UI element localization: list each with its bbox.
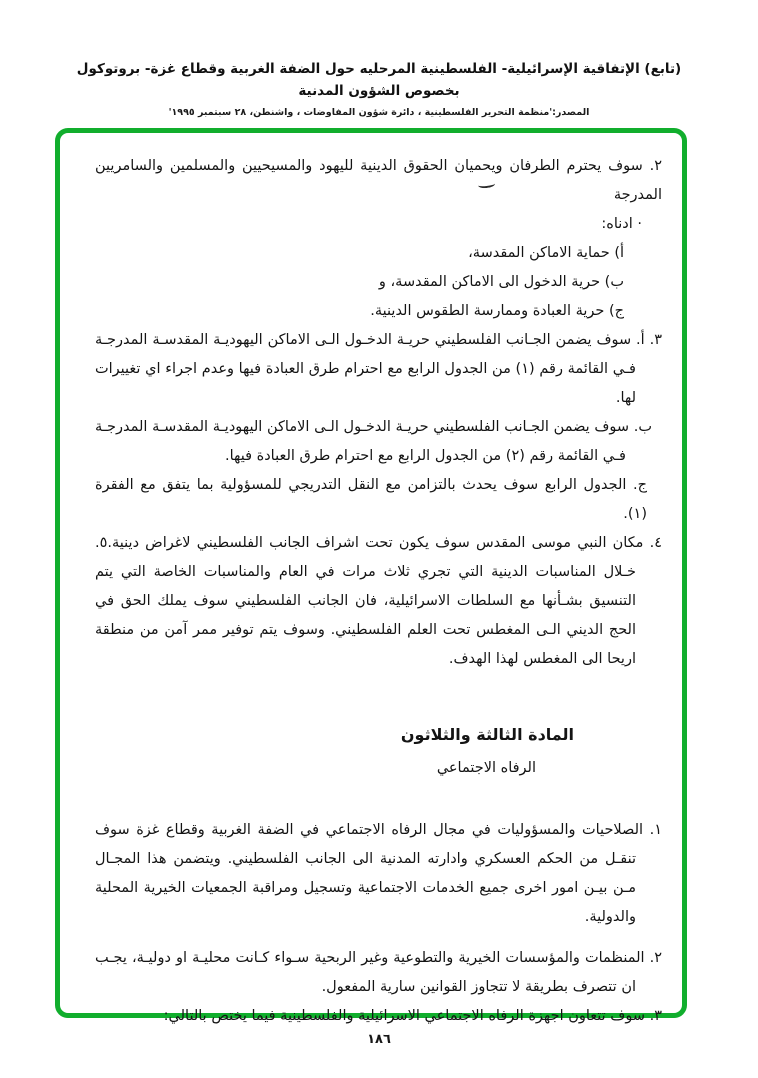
- page-number: ١٨٦: [367, 1032, 391, 1047]
- document-body: [95, 152, 662, 1031]
- paragraph-item-2: ٢. سوف يحترم الطرفان ويحميان الحقوق الدينية لليهود والمسيحيين والمسلمين والسامريين المدرجة: [95, 158, 662, 203]
- sub-item-a: أ) حماية الاماكن المقدسة،: [468, 245, 624, 261]
- welfare-item-2: ٢. المنظمات والمؤسسات الخيرية والتطوعية وغير الربحية سـواء كـانت محليـة او دوليـة، يجـب ان تتصرف بطريقة لا تتجاوز القوانين سارية المفعول.: [95, 950, 662, 995]
- paragraph-item-3a: ٣. أ. سوف يضمن الجـانب الفلسطيني حريـة الدخـول الـى الاماكن اليهوديـة المقدسـة المدرجـة فـي القائمة رقم (١) من الجدول الرابع مع احترام طرق العبادة فيها وعدم اجراء اي تغييرات لها.: [95, 332, 662, 406]
- page-header: [0, 58, 758, 118]
- paragraph-item-4: ٤. مكان النبي موسى المقدس سوف يكون تحت اشراف الجانب الفلسطيني لاغراض دينية.٥. خـلال المناسبات الدينية التي تجري ثلاث مرات في العام والمناسبات الخاصة التي يتم التنسيق بشـأنها مع السلطات الاسرائيلية، فان الجانب الفلسطيني سوف يملك الحق في الحج الديني الـى المغطس تحت العلم الفلسطيني. وسوف يتم توفير ممر آمن من منطقة اريحا الى المغطس لهذا الهدف.: [95, 535, 662, 667]
- sub-item-b: ب) حرية الدخول الى الاماكن المقدسة، و: [378, 274, 624, 290]
- document-source-line: المصدر:'منظمة التحرير الفلسطينية ، دائرة شؤون المفاوضات ، واشنطن، ٢٨ سبتمبر ١٩٩٥': [168, 107, 590, 118]
- article-33-title: المادة الثالثة والثلاثون: [400, 725, 574, 744]
- sub-item-c: ج) حرية العبادة وممارسة الطقوس الدينية.: [370, 303, 624, 319]
- paragraph-item-3c: ج. الجدول الرابع سوف يحدث بالتزامن مع النقل التدريجي للمسؤولية بما يتفق مع الفقرة (١).: [95, 477, 647, 522]
- welfare-item-3: ٣. سوف تتعاون اجهزة الرفاه الاجتماعي الاسرائيلية والفلسطينية فيما يختص بالتالي:: [163, 1008, 662, 1024]
- document-title: (تابع) الإتفاقية الإسرائيلية- الفلسطينية المرحليه حول الضفة الغربية وقطاع غزة- بروتوكول بخصوص الشؤون المدنية: [76, 61, 682, 99]
- paragraph-item-3b: ب. سوف يضمن الجـانب الفلسطيني حريـة الدخـول الـى الاماكن اليهوديـة المقدسـة المدرجـة فـي القائمة رقم (٢) من الجدول الرابع مع احترام طرق العبادة فيها.: [95, 419, 652, 464]
- article-33-subtitle: الرفاه الاجتماعي: [436, 760, 536, 776]
- welfare-item-1: ١. الصلاحيات والمسؤوليات في مجال الرفاه الاجتماعي في الضفة الغربية وقطاع غزة سوف تنقـل من الحكم العسكري وادارته المدنية الى الجانب الفلسطيني. ويتضمن هذا المجـال مـن بيـن امور اخرى جميع الخدمات الاجتماعية وتسجيل ومراقبة الجمعيات الخيرية المحلية والدولية.: [95, 822, 662, 925]
- paragraph-item-2-tail: · ادناه:: [601, 216, 642, 232]
